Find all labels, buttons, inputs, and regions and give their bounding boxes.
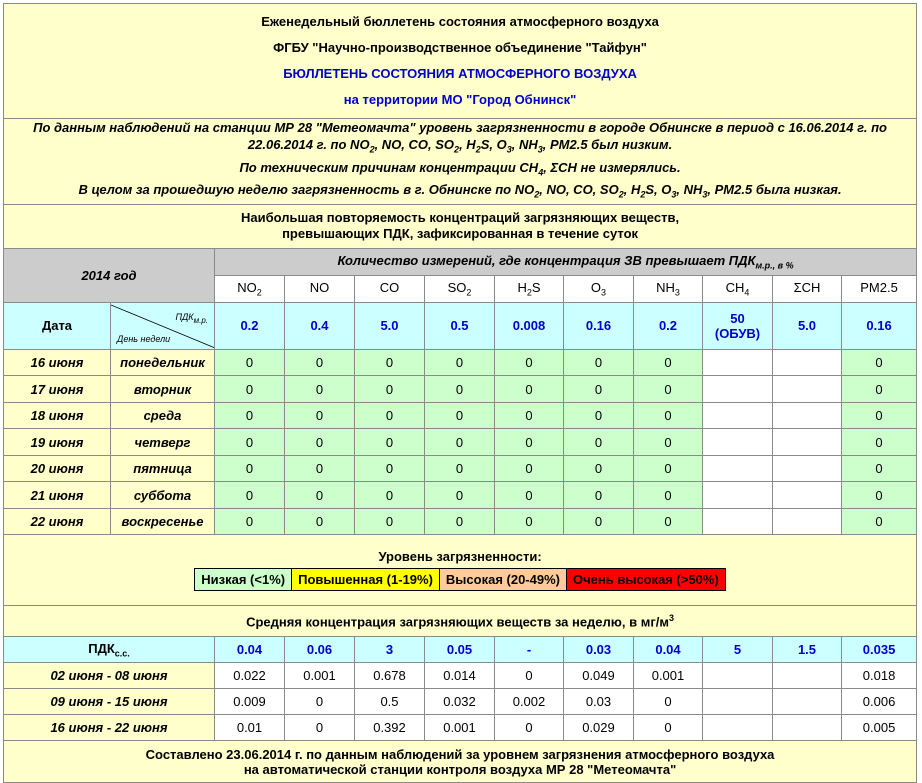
row-date: 20 июня [4,455,111,482]
row-value: 0 [842,455,917,482]
row-date: 18 июня [4,402,111,429]
pollutant-header: $H_2S$ [495,275,564,302]
observation-line-1: По данным наблюдений на станции МР 28 "Метеомачта" уровень загрязненности в городе Обнинске в период с 16.06.2014 г. по 22.06.2014 г. по $NO_2$, NO, CO, $SO_2$, $H_2S$, $O_3$, $NH_3$, PM2.5 был низким. [33,120,887,155]
row-value: 0 [285,376,355,403]
pdk-mr-value: 0.16 [564,302,634,349]
pollutant-header: $CH_4$ [703,275,773,302]
header-title: Еженедельный бюллетень состояния атмосферного воздуха [261,14,659,29]
row-value [773,455,842,482]
avg-value: 0 [285,715,355,741]
row-value [703,429,773,456]
header-bulletin-title: БЮЛЛЕТЕНЬ СОСТОЯНИЯ АТМОСФЕРНОГО ВОЗДУХА [283,66,637,81]
pdk-mr-value: 0.2 [634,302,703,349]
row-value: 0 [425,455,495,482]
avg-value [703,663,773,689]
row-value: 0 [355,429,425,456]
table-row [4,482,917,509]
row-value: 0 [842,482,917,509]
pollutant-header: $SO_2$ [425,275,495,302]
pdk-mr-value: 5.0 [355,302,425,349]
pdk-cc-value: 0.06 [285,637,355,663]
avg-value: 0.678 [355,663,425,689]
pdk-mr-value: 0.5 [425,302,495,349]
row-value: 0 [355,455,425,482]
pdk-cc-value: 3 [355,637,425,663]
pollution-level-block [4,535,917,606]
row-value: 0 [215,429,285,456]
row-value: 0 [634,402,703,429]
table-row [4,402,917,429]
row-value [703,455,773,482]
row-value: 0 [355,349,425,376]
row-value: 0 [355,508,425,535]
pdk-cc-value: 0.035 [842,637,917,663]
pollutant-header: $O_3$ [564,275,634,302]
row-value: 0 [355,482,425,509]
pdk-cc-value: - [495,637,564,663]
avg-value: 0.392 [355,715,425,741]
table-row [4,429,917,456]
row-value: 0 [564,455,634,482]
avg-value [773,689,842,715]
header-territory: на территории МО "Город Обнинск" [343,92,577,107]
row-value: 0 [215,402,285,429]
row-value: 0 [842,376,917,403]
pollution-level-title: Уровень загрязненности: [378,549,542,565]
avg-value: 0.006 [842,689,917,715]
row-value: 0 [425,349,495,376]
row-date: 22 июня [4,508,111,535]
row-value: 0 [285,455,355,482]
avg-value: 0.002 [495,689,564,715]
footer-line-2: на автоматической станции контроля воздуха МР 28 "Метеомачта" [243,761,677,777]
avg-value: 0.001 [285,663,355,689]
avg-value: 0.001 [634,663,703,689]
avg-value: 0.009 [215,689,285,715]
row-value: 0 [634,482,703,509]
row-weekday: понедельник [111,349,215,376]
pdk-mr-value: 0.16 [842,302,917,349]
pdk-mr-row [4,302,917,349]
avg-value [773,715,842,741]
pollutant-header: CO [355,275,425,302]
row-value [773,349,842,376]
date-label: Дата [4,302,111,349]
row-value: 0 [215,508,285,535]
footer-line-1: Составлено 23.06.2014 г. по данным наблюдений за уровнем загрязнения атмосферного воздуха [145,746,775,762]
avg-value [703,689,773,715]
table-row [4,689,917,715]
pdk-cc-row [4,637,917,663]
avg-value: 0 [634,689,703,715]
row-weekday: пятница [111,455,215,482]
row-date: 19 июня [4,429,111,456]
footer-block [4,741,917,783]
row-value [703,376,773,403]
avg-value: 0.5 [355,689,425,715]
avg-value [703,715,773,741]
row-value [773,429,842,456]
pdk-mr-value: 0.4 [285,302,355,349]
row-value: 0 [425,402,495,429]
row-value: 0 [842,508,917,535]
row-value: 0 [495,402,564,429]
pdk-mr-value: 0.2 [215,302,285,349]
pdk-cc-value: 0.04 [634,637,703,663]
bulletin-table [3,3,917,783]
row-value [773,376,842,403]
row-value: 0 [215,455,285,482]
observation-line-3: В целом за прошедшую неделю загрязненность в г. Обнинске по $NO_2$, NO, CO, $SO_2$, $H_2S$, $O_3$, $NH_3$, PM2.5 была низкая. [78,182,842,200]
avg-value: 0.032 [425,689,495,715]
row-value: 0 [425,482,495,509]
table-row [4,349,917,376]
row-value: 0 [495,376,564,403]
table-row [4,508,917,535]
header-block [4,4,917,119]
avg-value: 0.03 [564,689,634,715]
row-value: 0 [215,376,285,403]
row-value: 0 [425,376,495,403]
pdk-weekday-diagonal-cell [111,302,215,349]
row-value [773,402,842,429]
row-value: 0 [495,482,564,509]
avg-value: 0 [495,715,564,741]
table-row [4,376,917,403]
table-row [4,715,917,741]
frequency-title [4,204,917,248]
avg-period: 09 июня - 15 июня [4,689,215,715]
avg-value: 0.01 [215,715,285,741]
avg-value: 0.001 [425,715,495,741]
header-org: ФГБУ "Научно-производственное объединение "Тайфун" [273,40,647,55]
row-value: 0 [425,429,495,456]
row-value: 0 [495,349,564,376]
count-label: Количество измерений, где концентрация ЗВ превышает $ПДК_{м.р., в \%}$ [215,248,917,275]
avg-period: 16 июня - 22 июня [4,715,215,741]
row-value: 0 [285,402,355,429]
avg-value: 0.018 [842,663,917,689]
row-value: 0 [634,508,703,535]
pollutant-header: NO [285,275,355,302]
row-weekday: четверг [111,429,215,456]
row-value: 0 [842,349,917,376]
row-value: 0 [285,482,355,509]
pdk-mr-corner-label: $ПДК_{м.р.}$ [175,311,208,325]
row-value: 0 [495,455,564,482]
legend-level: Высокая (20-49%) [439,569,566,591]
row-value: 0 [842,429,917,456]
row-date: 16 июня [4,349,111,376]
row-value: 0 [285,508,355,535]
row-weekday: воскресенье [111,508,215,535]
row-value: 0 [842,402,917,429]
row-value: 0 [564,376,634,403]
row-value: 0 [495,429,564,456]
row-date: 21 июня [4,482,111,509]
pollutant-header: PM2.5 [842,275,917,302]
row-value: 0 [634,455,703,482]
observation-line-2: По техническим причинам концентрации $CH_4$, ΣCH не измерялись. [239,159,681,178]
avg-value: 0.049 [564,663,634,689]
row-value: 0 [564,508,634,535]
row-value: 0 [425,508,495,535]
avg-value: 0.014 [425,663,495,689]
row-value: 0 [285,429,355,456]
pdk-mr-value: 0.008 [495,302,564,349]
row-date: 17 июня [4,376,111,403]
row-value: 0 [564,402,634,429]
row-value: 0 [634,376,703,403]
row-value: 0 [634,349,703,376]
pdk-mr-value: 5.0 [773,302,842,349]
row-value: 0 [355,376,425,403]
avg-value: 0 [495,663,564,689]
table-row [4,663,917,689]
avg-value: 0.022 [215,663,285,689]
pdk-mr-value: 50 (ОБУВ) [703,302,773,349]
row-value: 0 [564,349,634,376]
pdk-cc-value: 5 [703,637,773,663]
frequency-title-line-1: Наибольшая повторяемость концентраций загрязняющих веществ, [241,210,680,226]
pdk-cc-value: 0.05 [425,637,495,663]
observation-summary [4,119,917,205]
pdk-cc-value: 0.04 [215,637,285,663]
row-value: 0 [564,482,634,509]
avg-period: 02 июня - 08 июня [4,663,215,689]
avg-value: 0.005 [842,715,917,741]
row-value: 0 [564,429,634,456]
year-label: 2014 год [4,248,215,302]
frequency-title-line-2: превышающих ПДК, зафиксированная в течение суток [282,226,639,242]
row-value: 0 [285,349,355,376]
row-value [703,508,773,535]
bulletin [3,3,916,776]
avg-value: 0.029 [564,715,634,741]
weekday-corner-label: День недели [117,333,171,344]
row-value [703,402,773,429]
row-weekday: среда [111,402,215,429]
row-value: 0 [495,508,564,535]
legend-level: Низкая (<1%) [195,569,292,591]
row-value: 0 [355,402,425,429]
average-title: Средняя концентрация загрязняющих веществ за неделю, в $мг/м^3$ [4,606,917,637]
row-value: 0 [215,482,285,509]
row-value [703,482,773,509]
pollutant-header: $NO_2$ [215,275,285,302]
legend-level: Очень высокая (>50%) [566,569,725,591]
pollutant-header: ΣCH [773,275,842,302]
pdk-cc-value: 1.5 [773,637,842,663]
pollutant-header: $NH_3$ [634,275,703,302]
row-value: 0 [215,349,285,376]
avg-value: 0 [634,715,703,741]
row-weekday: вторник [111,376,215,403]
row-value [773,508,842,535]
pollution-level-legend [194,568,726,591]
legend-level: Повышенная (1-19%) [292,569,440,591]
pdk-cc-label: $ПДК_{с.с.}$ [4,637,215,663]
pdk-cc-value: 0.03 [564,637,634,663]
avg-value: 0 [285,689,355,715]
row-weekday: суббота [111,482,215,509]
table-row [4,455,917,482]
row-value: 0 [634,429,703,456]
row-value [773,482,842,509]
row-value [703,349,773,376]
avg-value [773,663,842,689]
